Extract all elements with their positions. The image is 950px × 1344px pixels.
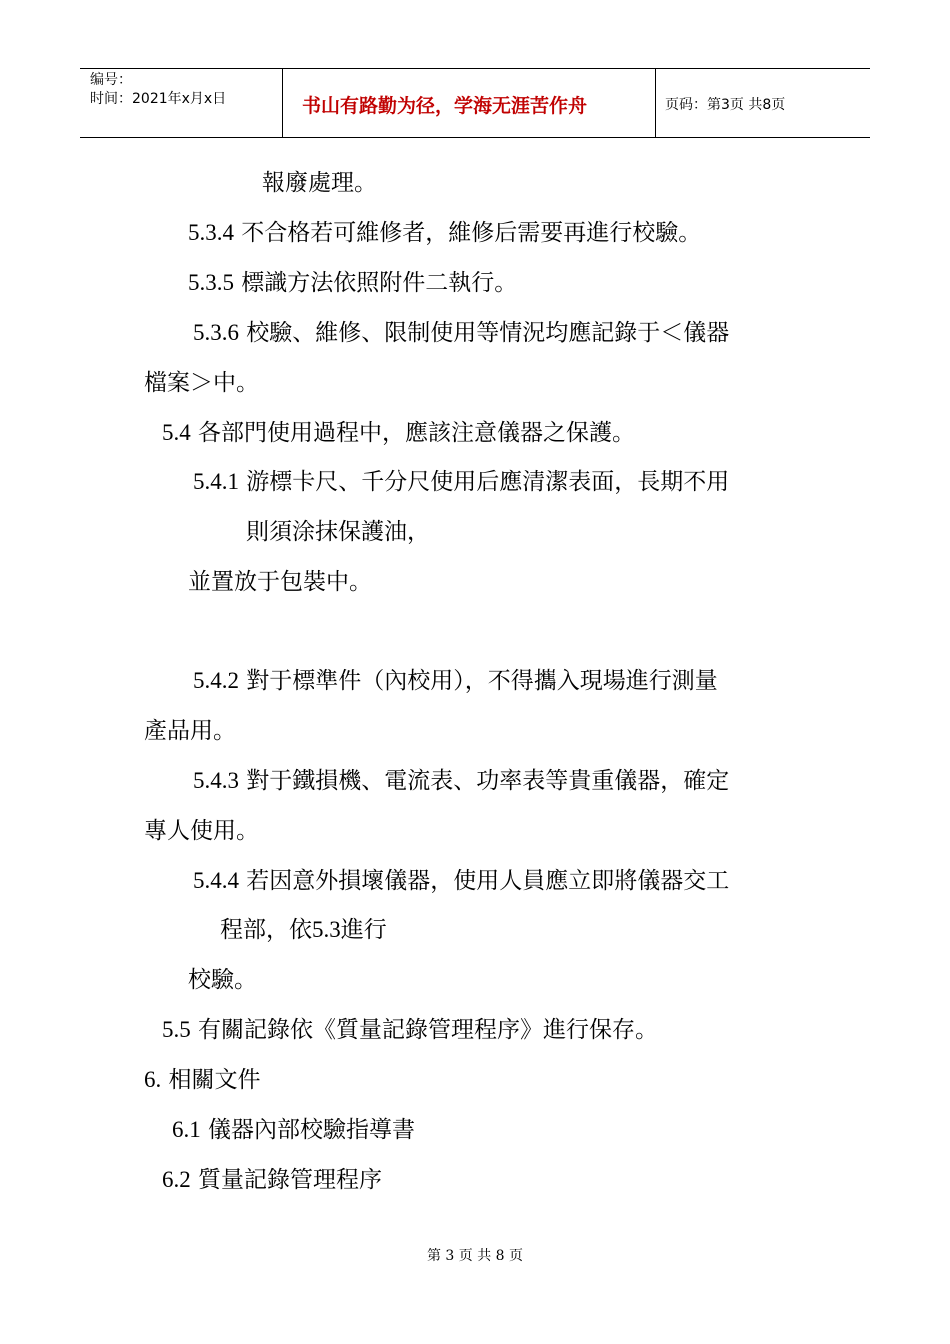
line-text: 程部，依 [220,917,312,943]
header-page-cell [655,69,870,137]
clause-number: 5.4.2 [193,668,239,693]
clause-5-3-4 [188,218,701,248]
clause-number: 5.4.4 [193,868,239,893]
header-meta-cell [80,69,283,137]
clause-text: 各部門使用過程中，應該注意儀器之保護。 [190,420,636,446]
body-line [220,915,387,945]
clause-number: 5.4.3 [193,768,239,793]
line-text: 校驗。 [188,967,257,993]
clause-reference: 5.3 [312,917,341,942]
line-text: 則須涂抹保護油， [246,519,430,545]
serial-number-label: 编号： [90,72,132,88]
clause-5-4-3 [193,766,729,796]
section-number: 6. [144,1067,162,1092]
page-footer [0,1245,950,1265]
clause-text: 若因意外損壞儀器，使用人員應立即將儀器交工 [239,868,730,894]
clause-number: 5.4 [162,420,191,445]
body-line [262,168,377,198]
body-line [188,567,372,597]
clause-number: 5.3.6 [193,320,239,345]
line-text: 並置放于包裝中。 [188,569,372,595]
clause-5-3-5 [188,268,517,298]
clause-5-4-4 [193,866,729,896]
clause-number: 6.2 [162,1167,191,1192]
clause-text: 校驗、維修、限制使用等情況均應記錄于＜儀器 [239,320,730,346]
footer-page-number: 第 3 页 共 8 页 [426,1248,524,1264]
header-page-info: 页码：第3页 共8页 [665,97,786,113]
section-6-heading [144,1065,261,1095]
clause-text: 儀器內部校驗指導書 [200,1117,416,1143]
clause-text: 有關記錄依《質量記錄管理程序》進行保存。 [190,1017,659,1043]
date-label: 时间：2021年x月x日 [90,91,227,107]
clause-text: 不合格若可維修者，維修后需要再進行校驗。 [234,220,702,246]
clause-text: 對于標準件（內校用），不得攜入現場進行測量 [239,668,718,694]
header-motto: 书山有路勤为径，学海无涯苦作舟 [302,95,588,117]
body-line [188,965,257,995]
body-line [144,716,236,746]
clause-number: 5.5 [162,1017,191,1042]
clause-number: 6.1 [172,1117,201,1142]
body-line [246,517,430,547]
clause-number: 5.3.4 [188,220,234,245]
clause-6-2 [162,1165,382,1195]
line-text: 檔案＞中。 [144,370,259,396]
line-text: 專人使用。 [144,818,259,844]
line-text: 產品用。 [144,718,236,744]
clause-5-3-6 [193,318,729,348]
line-text: 報廢處理。 [262,170,377,196]
clause-5-5 [162,1015,658,1045]
clause-text: 質量記錄管理程序 [190,1167,383,1193]
clause-6-1 [172,1115,415,1145]
section-title: 相關文件 [161,1067,261,1093]
body-line [144,816,259,846]
clause-5-4-2 [193,666,718,696]
clause-text: 游標卡尺、千分尺使用后應清潔表面，長期不用 [239,469,730,495]
header-motto-cell [282,69,656,137]
page-header [80,68,870,138]
clause-5-4-1 [193,467,729,497]
clause-5-4 [162,418,635,448]
line-text: 進行 [340,917,387,943]
clause-number: 5.3.5 [188,270,234,295]
clause-number: 5.4.1 [193,469,239,494]
body-line [144,368,259,398]
clause-text: 標識方法依照附件二執行。 [234,270,518,296]
clause-text: 對于鐵損機、電流表、功率表等貴重儀器，確定 [239,768,730,794]
